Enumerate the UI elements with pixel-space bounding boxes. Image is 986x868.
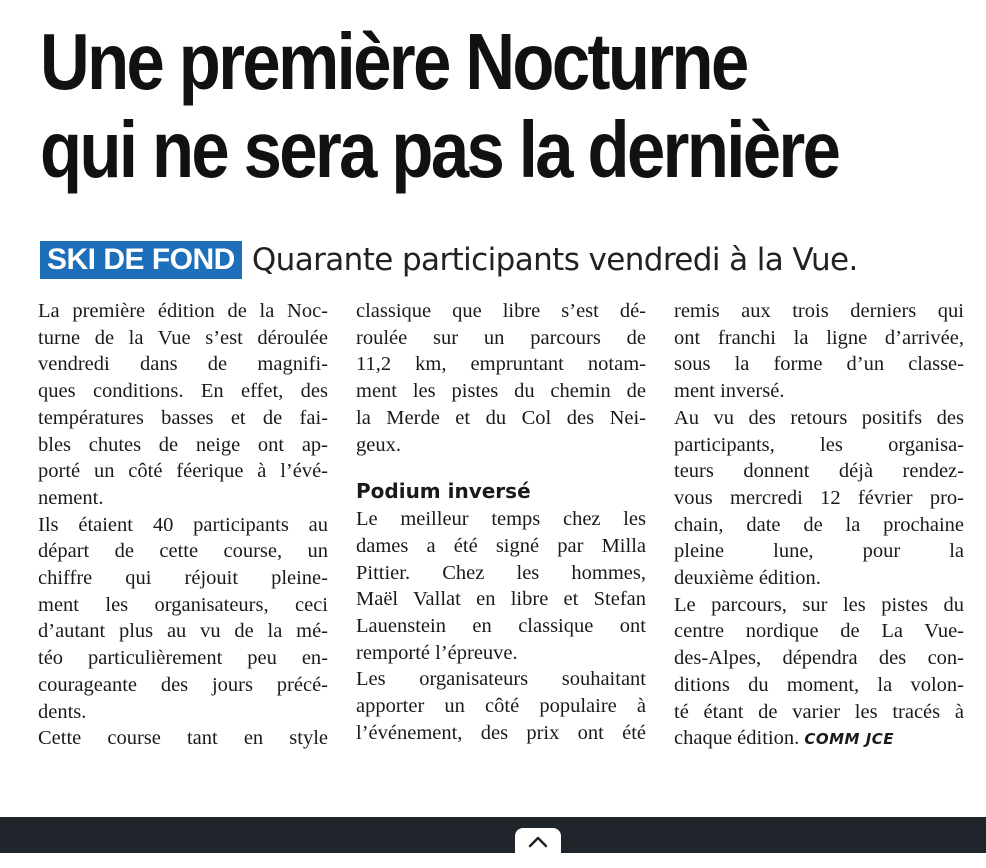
text-line: sous la forme d’un classe-	[674, 353, 964, 376]
text-line: Pittier. Chez les hommes,	[356, 561, 646, 584]
text-line: Le meilleur temps chez les	[356, 508, 646, 531]
text-line: geux.	[356, 433, 401, 456]
text-line: des-Alpes, dépendra des con-	[674, 647, 964, 670]
text-line: la Merde et du Col des Nei-	[356, 406, 646, 429]
scroll-up-button[interactable]	[515, 828, 561, 868]
text-line: téo particulièrement peu en-	[38, 647, 328, 670]
text-line: dames a été signé par Milla	[356, 534, 646, 557]
text-line: Au vu des retours positifs des	[674, 406, 964, 429]
headline-line-2: qui ne sera pas la dernière	[40, 105, 839, 194]
text-line: températures basses et de fai-	[38, 406, 328, 429]
byline: COMM JCE	[804, 730, 895, 749]
text-line: d’autant plus au vu de la mé-	[38, 620, 328, 643]
text-line-with-byline	[674, 725, 964, 753]
text-line: ditions du moment, la volon-	[674, 673, 964, 696]
text-line: Le parcours, sur les pistes du	[674, 593, 964, 616]
text-line: Ils étaient 40 participants au	[38, 513, 328, 536]
text-line: nement.	[38, 486, 104, 509]
text-line: vendredi dans de magnifi-	[38, 353, 328, 376]
text-line: départ de cette course, un	[38, 540, 328, 563]
article-headline	[40, 18, 840, 194]
text-line: ont franchi la ligne d’arrivée,	[674, 326, 964, 349]
text-line: participants, les organisa-	[674, 433, 964, 456]
article-subhead: Quarante participants vendredi à la Vue.	[251, 242, 858, 278]
text-line: remporté l’épreuve.	[356, 641, 518, 664]
text-line: dents.	[38, 700, 87, 723]
text-line: turne de la Vue s’est déroulée	[38, 326, 328, 349]
text-line: roulée sur un parcours de	[356, 326, 646, 349]
text-line: porté un côté féerique à l’évé-	[38, 460, 328, 483]
text-line: pleine lune, pour la	[674, 540, 964, 563]
section-kicker: SKI DE FOND	[40, 241, 242, 279]
article-column-2	[356, 298, 646, 747]
text-line: chain, date de la prochaine	[674, 513, 964, 536]
text-line: La première édition de la Noc-	[38, 300, 328, 322]
column-1-text	[38, 298, 328, 752]
text-line: Les organisateurs souhaitant	[356, 668, 646, 691]
kicker-row	[40, 240, 858, 280]
text-line: l’événement, des prix ont été	[356, 721, 646, 744]
section-title: Podium inversé	[356, 479, 531, 504]
text-line: 11,2 km, empruntant notam-	[356, 353, 646, 376]
bottom-toolbar	[0, 817, 986, 853]
text-line: chiffre qui réjouit pleine-	[38, 567, 328, 590]
article-column-3	[674, 298, 964, 753]
article-column-1	[38, 298, 328, 752]
text-line: té étant de varier les tracés à	[674, 700, 964, 723]
text-line: classique que libre s’est dé-	[356, 300, 646, 322]
text-line: ment les organisateurs, ceci	[38, 593, 328, 616]
text-line: vous mercredi 12 février pro-	[674, 486, 964, 509]
text-line: deuxième édition.	[674, 567, 821, 590]
text-line: Cette course tant en style	[38, 727, 328, 750]
column-2-text-continued	[356, 506, 646, 746]
chevron-up-icon	[528, 836, 548, 848]
text-line: bles chutes de neige ont ap-	[38, 433, 328, 456]
headline-line-1: Une première Nocturne	[40, 17, 747, 106]
text-line: ment les pistes du chemin de	[356, 380, 646, 403]
text-line: teurs donnent déjà rendez-	[674, 460, 964, 483]
text-line: Lauenstein en classique ont	[356, 615, 646, 638]
text-line: centre nordique de La Vue-	[674, 620, 964, 643]
text-line: Maël Vallat en libre et Stefan	[356, 588, 646, 611]
column-2-text	[356, 298, 646, 458]
text-line: ques conditions. En effet, des	[38, 380, 328, 403]
text-line: remis aux trois derniers qui	[674, 300, 964, 322]
text-line: ment inversé.	[674, 380, 785, 403]
text-line: apporter un côté populaire à	[356, 695, 646, 718]
column-3-text	[674, 298, 964, 753]
text-line: courageante des jours précé-	[38, 673, 328, 696]
text-line-end: chaque édition.	[674, 727, 800, 750]
